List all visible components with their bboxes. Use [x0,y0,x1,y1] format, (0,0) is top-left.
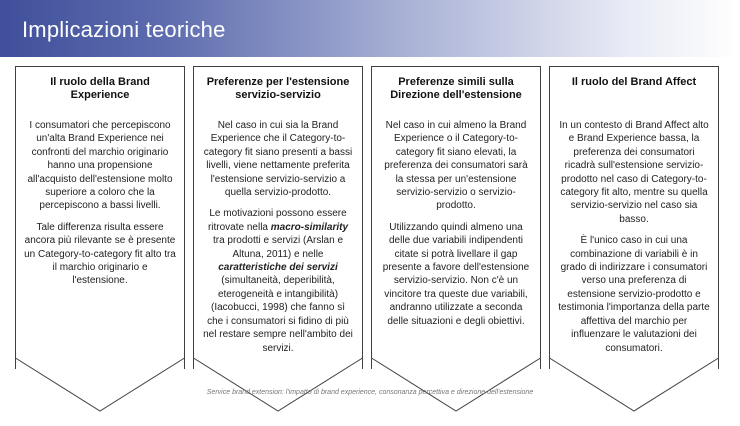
title-bar [0,0,740,57]
card-body [558,119,710,363]
card-brand-affect [549,66,719,369]
card-body [24,119,176,296]
card-heading: Il ruolo della Brand Experience [50,76,150,101]
slide-footer: Service brand extension: l'impatto di brand experience, consonanza percettiva e direzione dell'estensione [206,389,534,396]
slide-title: Implicazioni teoriche [22,17,226,42]
card-heading: Il ruolo del Brand Affect [571,76,697,88]
text-run: tra prodotti e servizi (Arslan e Altuna, 2011) e nelle [212,235,344,260]
card-heading: Preferenze simili sulla Direzione dell'estensione [390,76,522,101]
text-run: (simultaneità, deperibilità, eterogeneità e intangibilità) (Iacobucci, 1998) che fanno sì che i consumatori si fidino di più nel restare sempre nell'ambito dei servizi. [203,275,353,354]
card-preferenze-servizio [193,66,363,369]
card-paragraph: In un contesto di Brand Affect alto e Brand Experience bassa, la preferenza dei consumatori ricadrà sull'estensione servizio-prodotto nel caso di Category-to-category fit alto, mentre su quella servizio-servizio nel caso sia basso. [559,120,709,225]
card-paragraph: Utilizzando quindi almeno una delle due variabili indipendenti citate si potrà livellare il gap presente a favore dell'estensione servizio-servizio. Non c'è un vincitore tra queste due variabili, andranno utilizzate a seconda delle situazioni e degli obiettivi. [382,221,530,327]
card-paragraph: I consumatori che percepiscono un'alta Brand Experience nei confronti del marchio originario hanno una propensione all'acquisto dell'estensione molto superiore a coloro che la percepiscono a bassi livelli. [27,120,173,212]
card-direzione-estensione [371,66,541,369]
card-paragraph: Nel caso in cui almeno la Brand Experience o il Category-to-category fit siano elevati, la preferenza dei consumatori sarà la stessa per un'estensione servizio-servizio o servizio-prodotto. [384,120,528,212]
card-body [202,119,354,363]
card-paragraph: Nel caso in cui sia la Brand Experience che il Category-to-category fit siano presenti a bassi livelli, viene nettamente preferita l'estensione servizio-servizio a quella servizio-prodotto. [203,120,353,199]
emphasis-macro-similarity: macro-similarity [270,221,349,233]
card-heading: Preferenze per l'estensione servizio-servizio [206,76,350,101]
emphasis-caratteristiche: caratteristiche dei servizi [218,262,338,274]
card-body [380,119,532,336]
card-paragraph [202,207,354,354]
card-paragraph: È l'unico caso in cui una combinazione di variabili è in grado di indirizzare i consumatori verso una preferenza di estensione servizio-prodotto e testimonia l'importanza della parte affettiva del marchio per influenzare le valutazioni dei consumatori. [558,235,710,354]
card-brand-experience [15,66,185,369]
text-run: Le motivazioni possono essere ritrovate nella [207,208,347,233]
card-paragraph: Tale differenza risulta essere ancora più rilevante se è presente un Category-to-category fit alto tra il marchio originario e l'estensione. [24,221,176,287]
